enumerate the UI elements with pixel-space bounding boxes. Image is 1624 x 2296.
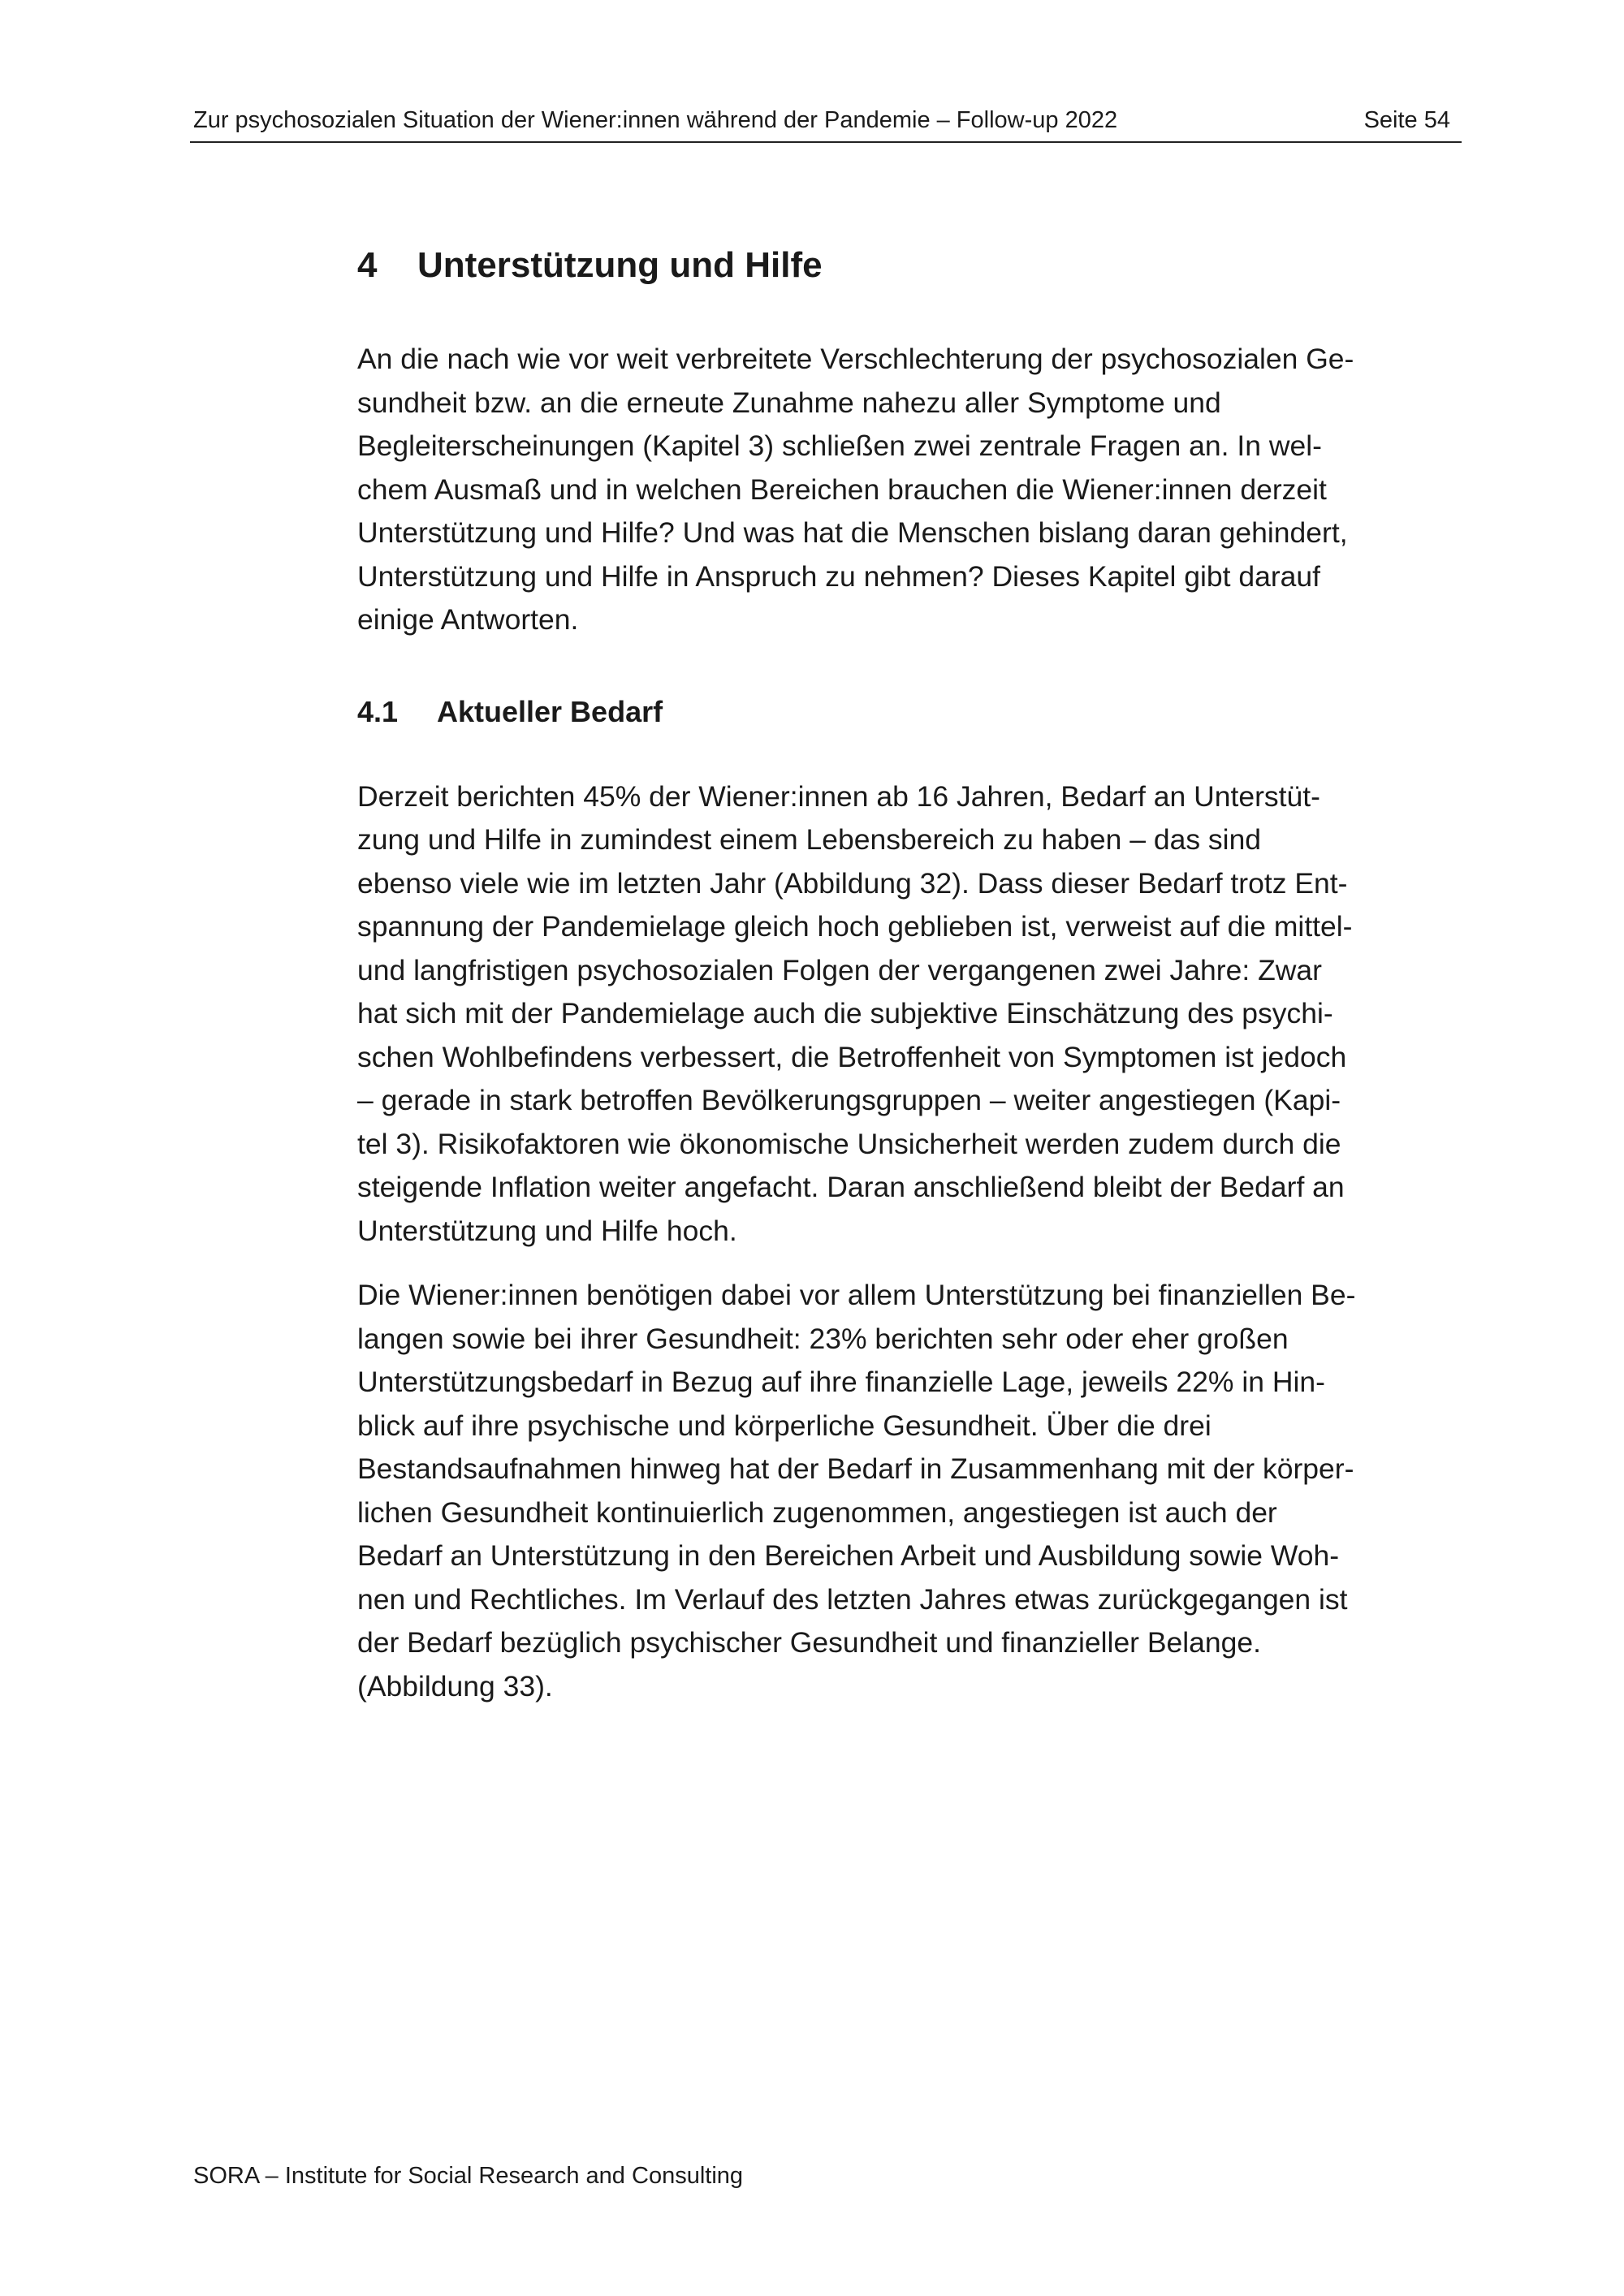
text-line: chem Ausmaß und in welchen Bereichen brauchen die Wiener:innen derzeit	[357, 473, 1327, 506]
text-line: und langfristigen psychosozialen Folgen der vergangenen zwei Jahre: Zwar	[357, 953, 1322, 986]
body-paragraph	[357, 775, 1470, 1254]
page-number: Seite 54	[1363, 107, 1450, 133]
text-line: Derzeit berichten 45% der Wiener:innen ab 16 Jahren, Bedarf an Unterstüt-	[357, 779, 1320, 813]
text-line: Bestandsaufnahmen hinweg hat der Bedarf in Zusammenhang mit der körper-	[357, 1452, 1354, 1485]
text-line: spannung der Pandemielage gleich hoch geblieben ist, verweist auf die mittel-	[357, 910, 1353, 943]
text-line: schen Wohlbefindens verbessert, die Betroffenheit von Symptomen ist jedoch	[357, 1040, 1347, 1073]
text-line: blick auf ihre psychische und körperliche Gesundheit. Über die drei	[357, 1409, 1212, 1442]
text-line: Die Wiener:innen benötigen dabei vor allem Unterstützung bei finanziellen Be-	[357, 1279, 1356, 1311]
text-line: sundheit bzw. an die erneute Zunahme nahezu aller Symptome und	[357, 386, 1221, 419]
text-line: (Abbildung 33).	[357, 1669, 553, 1703]
text-line: Bedarf an Unterstützung in den Bereichen Arbeit und Ausbildung sowie Woh-	[357, 1539, 1340, 1572]
text-line: steigende Inflation weiter angefacht. Daran anschließend bleibt der Bedarf an	[357, 1171, 1345, 1203]
text-line: nen und Rechtliches. Im Verlauf des letzten Jahres etwas zurückgegangen ist	[357, 1582, 1348, 1616]
text-line: lichen Gesundheit kontinuierlich zugenommen, angestiegen ist auch der	[357, 1495, 1277, 1529]
text-line: ebenso viele wie im letzten Jahr (Abbildung 32). Dass dieser Bedarf trotz Ent-	[357, 866, 1348, 900]
intro-paragraph	[357, 338, 1470, 642]
section-title: Aktueller Bedarf	[437, 694, 663, 728]
text-line: der Bedarf bezüglich psychischer Gesundheit und finanzieller Belange.	[357, 1626, 1262, 1659]
text-line: Unterstützung und Hilfe hoch.	[357, 1214, 737, 1247]
text-line: hat sich mit der Pandemielage auch die subjektive Einschätzung des psychi-	[357, 997, 1333, 1029]
page-content	[357, 235, 1470, 1708]
text-line: zung und Hilfe in zumindest einem Lebensbereich zu haben – das sind	[357, 823, 1262, 856]
text-line: An die nach wie vor weit verbreitete Verschlechterung der psychosozialen Ge-	[357, 343, 1354, 375]
body-paragraph	[357, 1274, 1470, 1708]
chapter-heading	[357, 235, 1470, 296]
text-line: Unterstützung und Hilfe? Und was hat die Menschen bislang daran gehindert,	[357, 516, 1348, 549]
text-line: tel 3). Risikofaktoren wie ökonomische Unsicherheit werden zudem durch die	[357, 1127, 1341, 1160]
text-line: Unterstützungsbedarf in Bezug auf ihre finanzielle Lage, jeweils 22% in Hin-	[357, 1366, 1325, 1398]
section-heading	[357, 688, 1470, 736]
section-number: 4.1	[357, 694, 399, 728]
text-line: langen sowie bei ihrer Gesundheit: 23% berichten sehr oder eher großen	[357, 1322, 1289, 1355]
text-line: Begleiterscheinungen (Kapitel 3) schließen zwei zentrale Fragen an. In wel-	[357, 429, 1322, 462]
text-line: Unterstützung und Hilfe in Anspruch zu nehmen? Dieses Kapitel gibt darauf	[357, 559, 1321, 593]
chapter-number: 4	[357, 245, 378, 285]
text-line: einige Antworten.	[357, 603, 579, 636]
document-title: Zur psychosozialen Situation der Wiener:innen während der Pandemie – Follow-up 2022	[193, 107, 1118, 133]
running-header	[190, 99, 1462, 143]
text-line: – gerade in stark betroffen Bevölkerungsgruppen – weiter angestiegen (Kapi-	[357, 1084, 1341, 1116]
chapter-title: Unterstützung und Hilfe	[417, 245, 823, 285]
page-footer: SORA – Institute for Social Research and Consulting	[193, 2163, 744, 2189]
